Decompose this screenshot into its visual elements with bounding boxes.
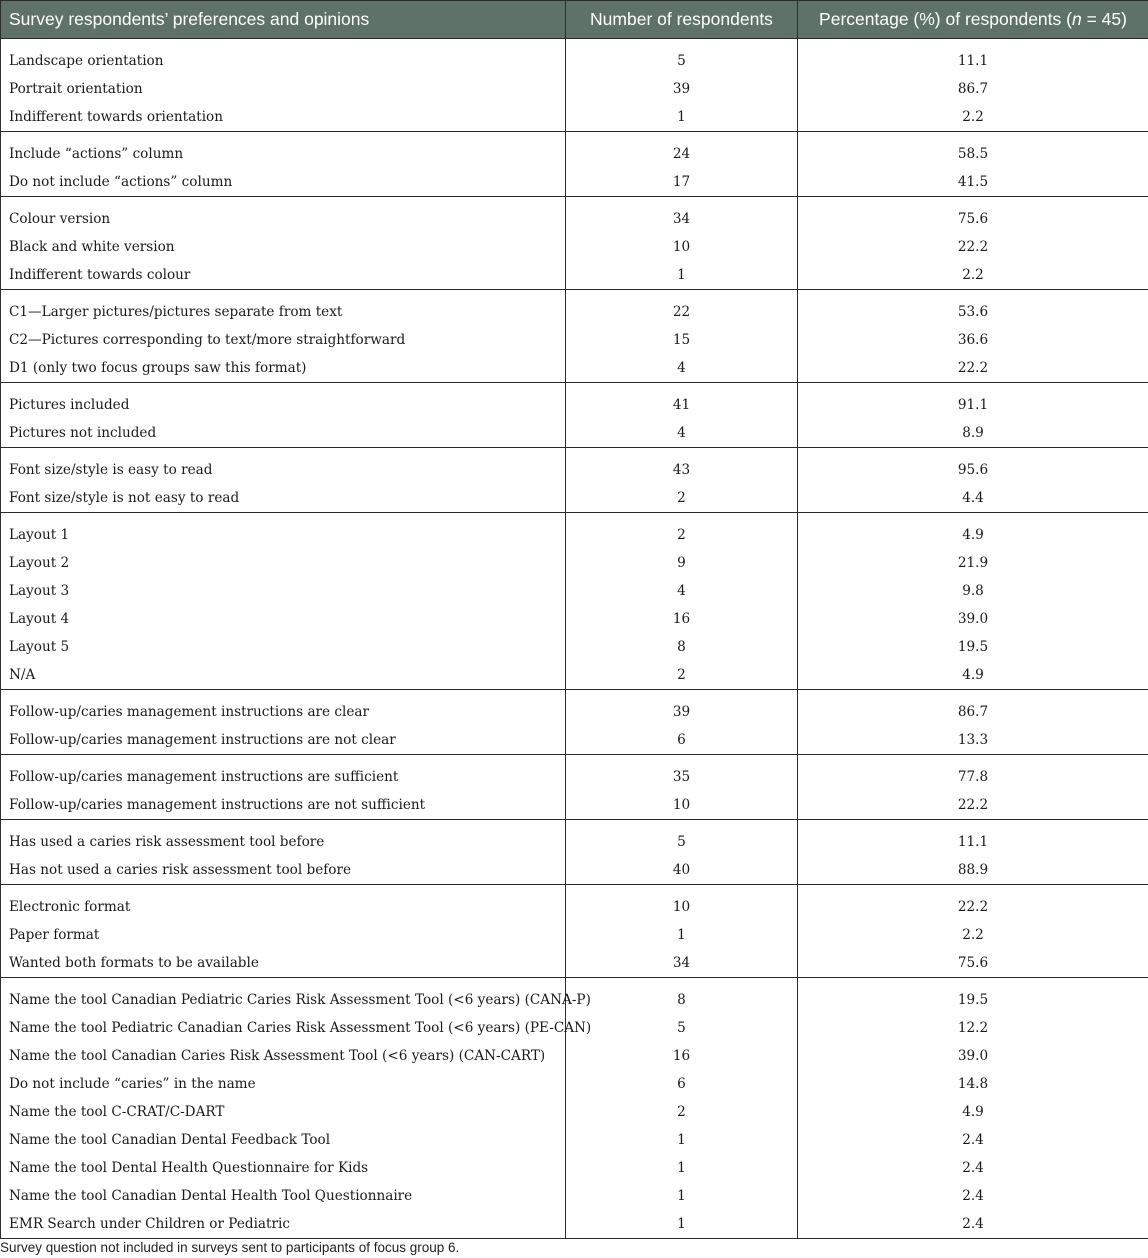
header-preferences: Survey respondents’ preferences and opinions: [1, 1, 566, 39]
row-count: 1: [566, 1126, 798, 1154]
table-row: [1, 419, 1148, 448]
row-percentage: 53.6: [798, 290, 1148, 327]
row-percentage: 4.4: [798, 484, 1148, 513]
row-percentage: 19.5: [798, 633, 1148, 661]
row-label: Name the tool Canadian Dental Health Tool Questionnaire: [1, 1182, 566, 1210]
row-count: 5: [566, 1014, 798, 1042]
row-count: 1: [566, 1182, 798, 1210]
row-label: Include “actions” column: [1, 132, 566, 169]
row-count: 5: [566, 820, 798, 857]
row-percentage: 86.7: [798, 690, 1148, 727]
header-percentage-prefix: Percentage (%) of respondents (: [819, 9, 1072, 29]
row-percentage: 2.2: [798, 103, 1148, 132]
table-row: [1, 233, 1148, 261]
table-row: [1, 383, 1148, 420]
table-row: [1, 605, 1148, 633]
table-row: [1, 978, 1148, 1015]
row-count: 1: [566, 1210, 798, 1239]
table-row: [1, 513, 1148, 550]
row-percentage: 21.9: [798, 549, 1148, 577]
table-row: [1, 549, 1148, 577]
table-row: [1, 75, 1148, 103]
table-row: [1, 661, 1148, 690]
row-percentage: 75.6: [798, 197, 1148, 234]
row-percentage: 19.5: [798, 978, 1148, 1015]
row-percentage: 41.5: [798, 168, 1148, 197]
row-count: 15: [566, 326, 798, 354]
table-row: [1, 1014, 1148, 1042]
row-label: Paper format: [1, 921, 566, 949]
row-count: 2: [566, 484, 798, 513]
row-label: Has used a caries risk assessment tool before: [1, 820, 566, 857]
row-percentage: 4.9: [798, 1098, 1148, 1126]
row-count: 1: [566, 921, 798, 949]
row-count: 6: [566, 726, 798, 755]
row-percentage: 12.2: [798, 1014, 1148, 1042]
row-percentage: 9.8: [798, 577, 1148, 605]
row-label: Name the tool Dental Health Questionnaire for Kids: [1, 1154, 566, 1182]
row-label: Wanted both formats to be available: [1, 949, 566, 978]
table-row: [1, 132, 1148, 169]
row-count: 34: [566, 949, 798, 978]
row-count: 40: [566, 856, 798, 885]
row-percentage: 2.4: [798, 1210, 1148, 1239]
table-row: [1, 791, 1148, 820]
row-percentage: 13.3: [798, 726, 1148, 755]
row-count: 2: [566, 513, 798, 550]
row-label: Colour version: [1, 197, 566, 234]
row-percentage: 2.2: [798, 261, 1148, 290]
table-row: [1, 820, 1148, 857]
row-label: Indifferent towards orientation: [1, 103, 566, 132]
row-count: 17: [566, 168, 798, 197]
table-row: [1, 856, 1148, 885]
row-label: N/A: [1, 661, 566, 690]
row-count: 22: [566, 290, 798, 327]
row-percentage: 39.0: [798, 1042, 1148, 1070]
row-count: 1: [566, 103, 798, 132]
row-percentage: 91.1: [798, 383, 1148, 420]
row-label: Name the tool Canadian Pediatric Caries Risk Assessment Tool (<6 years) (CANA-P): [1, 978, 566, 1015]
row-label: Name the tool Canadian Caries Risk Assessment Tool (<6 years) (CAN-CART): [1, 1042, 566, 1070]
table-row: [1, 921, 1148, 949]
row-label: Landscape orientation: [1, 39, 566, 76]
header-percentage-n: n: [1071, 9, 1082, 29]
table-row: [1, 726, 1148, 755]
table-row: [1, 484, 1148, 513]
row-percentage: 88.9: [798, 856, 1148, 885]
row-count: 9: [566, 549, 798, 577]
table-row: [1, 1210, 1148, 1239]
table-row: [1, 1042, 1148, 1070]
row-label: Layout 4: [1, 605, 566, 633]
table-header: [1, 1, 1148, 39]
row-count: 41: [566, 383, 798, 420]
table-body: [1, 39, 1148, 1239]
row-label: Follow-up/caries management instructions are not clear: [1, 726, 566, 755]
row-percentage: 39.0: [798, 605, 1148, 633]
row-count: 10: [566, 233, 798, 261]
row-count: 34: [566, 197, 798, 234]
row-label: Name the tool C-CRAT/C-DART: [1, 1098, 566, 1126]
row-label: D1 (only two focus groups saw this format): [1, 354, 566, 383]
row-label: Name the tool Canadian Dental Feedback Tool: [1, 1126, 566, 1154]
row-count: 43: [566, 448, 798, 485]
row-percentage: 4.9: [798, 513, 1148, 550]
row-percentage: 22.2: [798, 885, 1148, 922]
table-row: [1, 354, 1148, 383]
row-label: Layout 1: [1, 513, 566, 550]
header-percentage-suffix: = 45): [1081, 9, 1127, 29]
row-label: Indifferent towards colour: [1, 261, 566, 290]
row-percentage: 8.9: [798, 419, 1148, 448]
row-label: Layout 3: [1, 577, 566, 605]
row-count: 1: [566, 261, 798, 290]
row-label: Follow-up/caries management instructions are clear: [1, 690, 566, 727]
row-percentage: 2.4: [798, 1126, 1148, 1154]
table-row: [1, 1070, 1148, 1098]
row-count: 8: [566, 633, 798, 661]
table-row: [1, 168, 1148, 197]
row-percentage: 77.8: [798, 755, 1148, 792]
row-percentage: 58.5: [798, 132, 1148, 169]
row-label: Font size/style is not easy to read: [1, 484, 566, 513]
row-label: C1—Larger pictures/pictures separate from text: [1, 290, 566, 327]
row-percentage: 11.1: [798, 39, 1148, 76]
row-count: 1: [566, 1154, 798, 1182]
table-row: [1, 885, 1148, 922]
row-count: 10: [566, 791, 798, 820]
row-count: 39: [566, 690, 798, 727]
row-percentage: 14.8: [798, 1070, 1148, 1098]
header-row: [1, 1, 1148, 39]
row-count: 4: [566, 577, 798, 605]
row-count: 8: [566, 978, 798, 1015]
row-percentage: 2.4: [798, 1154, 1148, 1182]
table-row: [1, 261, 1148, 290]
row-count: 24: [566, 132, 798, 169]
row-count: 4: [566, 354, 798, 383]
table-row: [1, 39, 1148, 76]
row-percentage: 86.7: [798, 75, 1148, 103]
header-number: Number of respondents: [566, 1, 798, 39]
table-row: [1, 949, 1148, 978]
row-count: 10: [566, 885, 798, 922]
table-row: [1, 1154, 1148, 1182]
row-count: 4: [566, 419, 798, 448]
row-label: Layout 2: [1, 549, 566, 577]
table-row: [1, 690, 1148, 727]
table-row: [1, 633, 1148, 661]
row-percentage: 2.4: [798, 1182, 1148, 1210]
row-count: 6: [566, 1070, 798, 1098]
row-percentage: 22.2: [798, 233, 1148, 261]
header-percentage: [798, 1, 1148, 39]
row-label: Black and white version: [1, 233, 566, 261]
row-percentage: 4.9: [798, 661, 1148, 690]
row-label: Follow-up/caries management instructions are sufficient: [1, 755, 566, 792]
row-label: Pictures not included: [1, 419, 566, 448]
row-count: 2: [566, 661, 798, 690]
table-row: [1, 577, 1148, 605]
row-label: Follow-up/caries management instructions are not sufficient: [1, 791, 566, 820]
row-label: Has not used a caries risk assessment tool before: [1, 856, 566, 885]
row-count: 16: [566, 605, 798, 633]
row-percentage: 2.2: [798, 921, 1148, 949]
table-row: [1, 326, 1148, 354]
row-percentage: 11.1: [798, 820, 1148, 857]
table-row: [1, 197, 1148, 234]
row-label: Portrait orientation: [1, 75, 566, 103]
row-percentage: 36.6: [798, 326, 1148, 354]
row-label: Name the tool Pediatric Canadian Caries Risk Assessment Tool (<6 years) (PE-CAN): [1, 1014, 566, 1042]
row-count: 16: [566, 1042, 798, 1070]
row-percentage: 22.2: [798, 791, 1148, 820]
row-count: 39: [566, 75, 798, 103]
table-row: [1, 1182, 1148, 1210]
row-label: Font size/style is easy to read: [1, 448, 566, 485]
table-row: [1, 103, 1148, 132]
row-count: 2: [566, 1098, 798, 1126]
table-row: [1, 1098, 1148, 1126]
row-label: Pictures included: [1, 383, 566, 420]
row-label: C2—Pictures corresponding to text/more straightforward: [1, 326, 566, 354]
table-row: [1, 1126, 1148, 1154]
table-row: [1, 448, 1148, 485]
row-percentage: 22.2: [798, 354, 1148, 383]
row-label: Electronic format: [1, 885, 566, 922]
row-label: Layout 5: [1, 633, 566, 661]
table-row: [1, 755, 1148, 792]
row-percentage: 75.6: [798, 949, 1148, 978]
row-label: Do not include “caries” in the name: [1, 1070, 566, 1098]
row-count: 5: [566, 39, 798, 76]
row-label: EMR Search under Children or Pediatric: [1, 1210, 566, 1239]
row-percentage: 95.6: [798, 448, 1148, 485]
table-footnote: Survey question not included in surveys sent to participants of focus group 6.: [0, 1240, 460, 1255]
table-row: [1, 290, 1148, 327]
row-label: Do not include “actions” column: [1, 168, 566, 197]
row-count: 35: [566, 755, 798, 792]
